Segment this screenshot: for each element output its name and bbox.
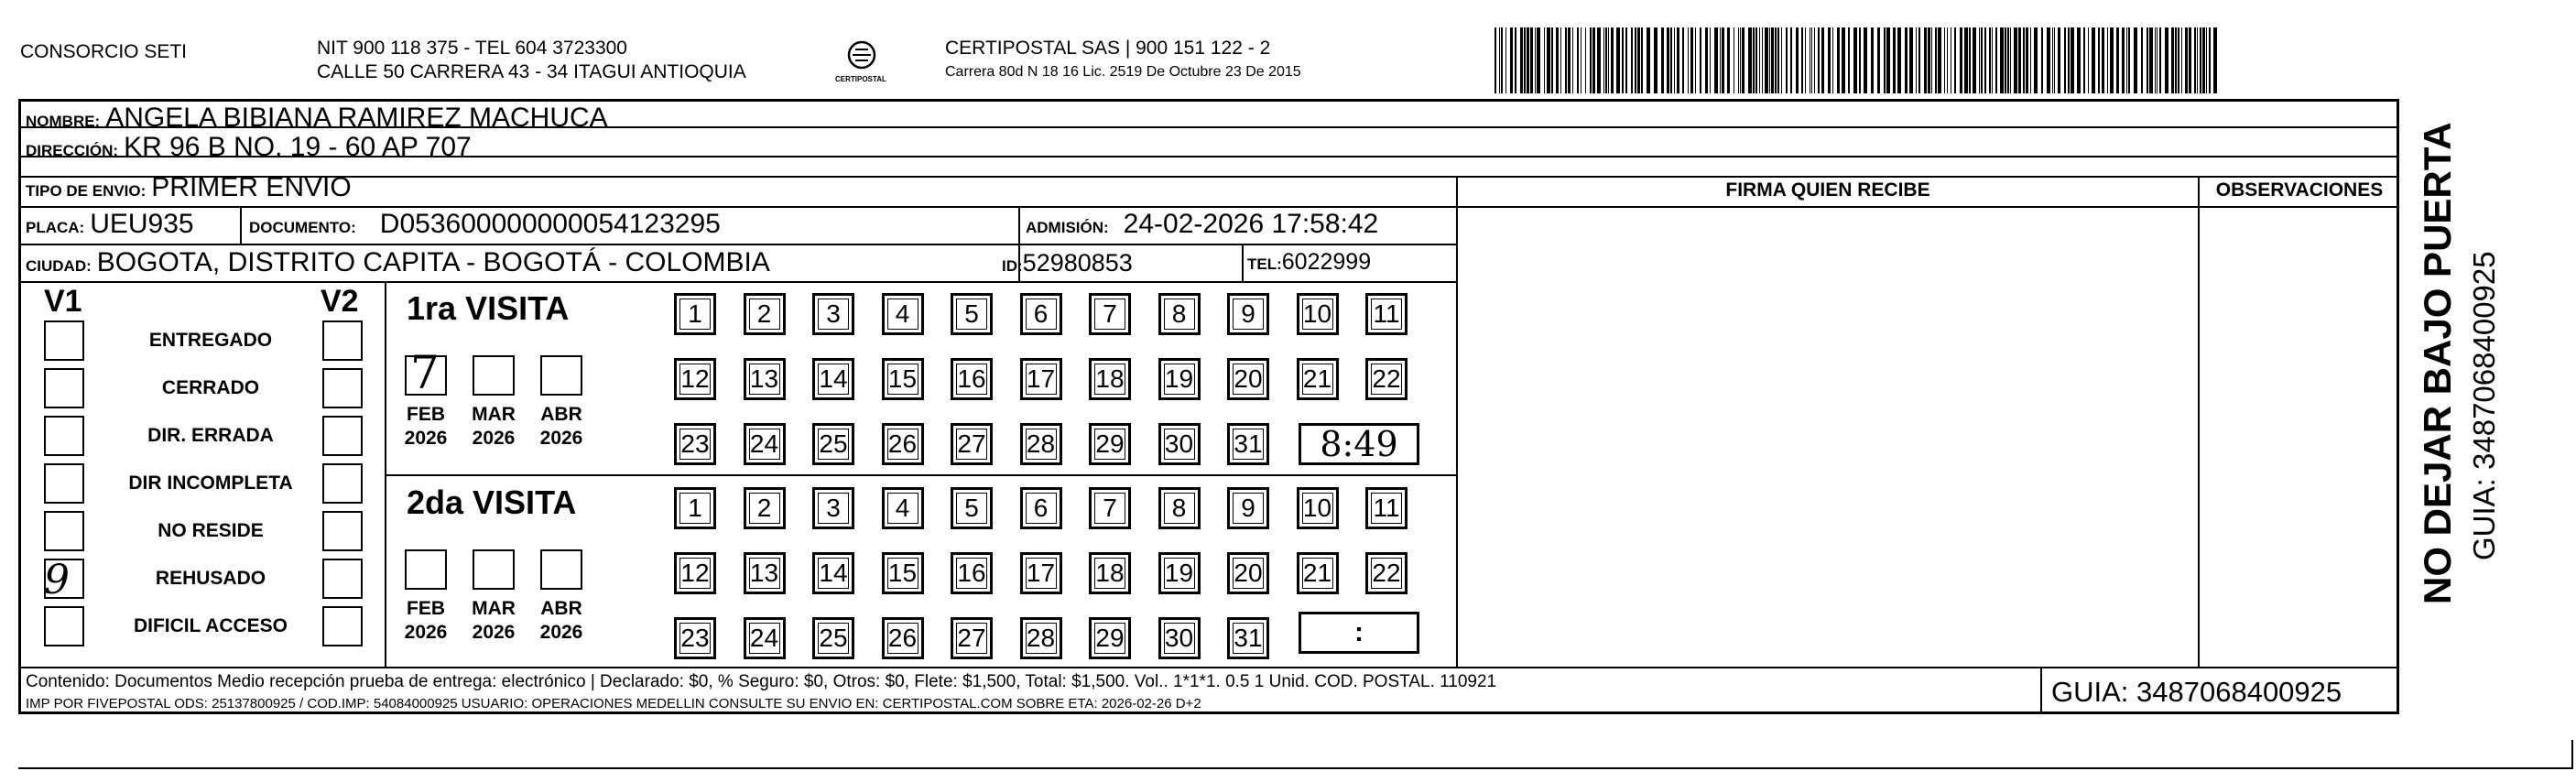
day-box-visit-2[interactable]: 1 [674, 487, 716, 529]
feb-mark: 7 [410, 346, 440, 399]
status-label: ENTREGADO [148, 330, 273, 351]
day-box-visit-2[interactable]: 30 [1158, 617, 1201, 659]
day-box-visit-1[interactable]: 24 [744, 423, 786, 465]
day-box-visit-2[interactable]: 11 [1365, 487, 1408, 529]
id-cell [1002, 249, 1133, 277]
day-box-visit-1[interactable]: 6 [1020, 293, 1062, 335]
month-checkbox-abr[interactable] [540, 549, 582, 590]
v2-checkbox[interactable] [322, 606, 363, 646]
day-box-visit-2[interactable]: 24 [744, 617, 786, 659]
footer-guia: GUIA: 3487068400925 [2051, 676, 2342, 708]
status-label: DIR INCOMPLETA [128, 472, 293, 494]
v1-checkbox[interactable] [44, 416, 84, 456]
v2-checkbox[interactable] [322, 559, 363, 599]
day-box-visit-1[interactable]: 8 [1158, 293, 1201, 335]
month-checkbox-mar[interactable] [473, 549, 515, 590]
month-checkbox-feb[interactable] [405, 549, 447, 590]
day-box-visit-1[interactable]: 10 [1297, 293, 1339, 335]
day-box-visit-2[interactable]: 12 [674, 552, 716, 594]
day-box-visit-2[interactable]: 8 [1158, 487, 1201, 529]
month-name: FEB [407, 598, 445, 619]
placa-cell [26, 209, 194, 240]
company-name: CONSORCIO SETI [20, 41, 188, 62]
month-name: MAR [472, 404, 516, 425]
v1-checkbox[interactable] [44, 511, 84, 551]
day-box-visit-1[interactable]: 27 [951, 423, 993, 465]
day-box-visit-2[interactable]: 29 [1089, 617, 1131, 659]
day-box-visit-1[interactable]: 4 [882, 293, 924, 335]
day-box-visit-1[interactable]: 13 [744, 358, 786, 400]
status-label: CERRADO [161, 377, 260, 398]
address-line: CALLE 50 CARRERA 43 - 34 ITAGUI ANTIOQUIA [317, 61, 746, 82]
tel-cell [1247, 249, 1371, 276]
v1-checkbox[interactable] [44, 463, 84, 504]
day-box-visit-1[interactable]: 17 [1020, 358, 1062, 400]
month-checkbox-mar[interactable] [473, 355, 515, 396]
day-box-visit-1[interactable]: 31 [1227, 423, 1269, 465]
day-box-visit-2[interactable]: 7 [1089, 487, 1131, 529]
month-name: MAR [472, 598, 516, 619]
nit-line: NIT 900 118 375 - TEL 604 3723300 [317, 38, 627, 59]
status-label: DIR. ERRADA [147, 425, 274, 446]
day-box-visit-1[interactable]: 21 [1297, 358, 1339, 400]
day-box-visit-2[interactable]: 14 [812, 552, 854, 594]
tipo-label: TIPO DE ENVIO: [26, 182, 147, 200]
day-box-visit-1[interactable]: 20 [1227, 358, 1269, 400]
documento-value: D053600000000054123295 [379, 209, 721, 239]
day-box-visit-2[interactable]: 19 [1158, 552, 1201, 594]
month-year: 2026 [472, 428, 516, 449]
rehusado-mark: 9 [44, 557, 70, 603]
v2-checkbox[interactable] [322, 511, 363, 551]
firma-header: FIRMA QUIEN RECIBE [1725, 179, 1930, 201]
day-box-visit-2[interactable]: 26 [882, 617, 924, 659]
imp-line: IMP POR FIVEPOSTAL ODS: 25137800925 / COD.IMP: 54084000925 USUARIO: OPERACIONES MEDELLIN CONSULTE SU ENVIO EN: CERTIPOSTAL.COM SOBRE ETA: 2026-02-26 D+2 [26, 696, 1201, 711]
v1-checkbox[interactable] [44, 368, 84, 408]
status-label: DIFICIL ACCESO [133, 615, 288, 636]
placa-label: PLACA: [26, 219, 85, 236]
admision-cell [1026, 209, 1378, 240]
day-box-visit-2[interactable]: 13 [744, 552, 786, 594]
day-box-visit-2[interactable]: 2 [744, 487, 786, 529]
day-box-visit-1[interactable]: 28 [1020, 423, 1062, 465]
month-checkbox-abr[interactable] [540, 355, 582, 396]
day-box-visit-1[interactable]: 7 [1089, 293, 1131, 335]
v2-checkbox[interactable] [322, 368, 363, 408]
day-box-visit-2[interactable]: 31 [1227, 617, 1269, 659]
second-visit-title: 2da VISITA [407, 483, 577, 521]
direccion-label: DIRECCIÓN: [26, 142, 119, 159]
day-box-visit-1[interactable]: 18 [1089, 358, 1131, 400]
documento-cell [249, 209, 721, 240]
day-box-visit-1[interactable]: 22 [1365, 358, 1408, 400]
ciudad-value: BOGOTA, DISTRITO CAPITA - BOGOTÁ - COLOMBIA [96, 247, 770, 277]
documento-label: DOCUMENTO: [249, 219, 356, 236]
day-box-visit-2[interactable]: 18 [1089, 552, 1131, 594]
month-name: FEB [407, 404, 445, 425]
id-label: ID: [1002, 257, 1023, 275]
day-box-visit-1[interactable]: 12 [674, 358, 716, 400]
logo-text: CERTIPOSTAL [835, 75, 886, 83]
day-box-visit-2[interactable]: 28 [1020, 617, 1062, 659]
day-box-visit-2[interactable]: 15 [882, 552, 924, 594]
month-year: 2026 [539, 622, 583, 643]
v2-checkbox[interactable] [322, 416, 363, 456]
day-box-visit-2[interactable]: 3 [812, 487, 854, 529]
v1-checkbox[interactable] [44, 606, 84, 646]
direccion-value: KR 96 B NO. 19 - 60 AP 707 [124, 132, 472, 162]
barcode [1495, 27, 2227, 93]
tipo-row [26, 172, 352, 203]
day-box-visit-1[interactable]: 15 [882, 358, 924, 400]
day-box-visit-2[interactable]: 27 [951, 617, 993, 659]
status-label: NO RESIDE [158, 520, 264, 541]
day-box-visit-1[interactable]: 11 [1365, 293, 1408, 335]
v1-checkbox[interactable] [44, 320, 84, 361]
day-box-visit-2[interactable]: 20 [1227, 552, 1269, 594]
day-box-visit-2[interactable]: 9 [1227, 487, 1269, 529]
v1-label: V1 [44, 284, 82, 319]
admision-label: ADMISIÓN: [1026, 219, 1109, 236]
day-box-visit-1[interactable]: 19 [1158, 358, 1201, 400]
v2-checkbox[interactable] [322, 463, 363, 504]
certipostal-logo [835, 37, 888, 94]
day-box-visit-1[interactable]: 16 [951, 358, 993, 400]
day-box-visit-2[interactable]: 10 [1297, 487, 1339, 529]
ciudad-cell [26, 247, 770, 278]
side-guia: GUIA: 3487068400925 [2467, 251, 2501, 560]
day-box-visit-2[interactable]: 17 [1020, 552, 1062, 594]
time-box-visit-1[interactable]: 8:49 [1299, 423, 1419, 465]
day-box-visit-1[interactable]: 2 [744, 293, 786, 335]
day-box-visit-2[interactable]: 21 [1297, 552, 1339, 594]
placa-value: UEU935 [90, 209, 194, 239]
day-box-visit-1[interactable]: 14 [812, 358, 854, 400]
month-name: ABR [540, 404, 582, 425]
month-year: 2026 [472, 622, 516, 643]
month-name: ABR [540, 598, 582, 619]
day-box-visit-1[interactable]: 1 [674, 293, 716, 335]
day-box-visit-1[interactable]: 26 [882, 423, 924, 465]
day-box-visit-1[interactable]: 25 [812, 423, 854, 465]
day-box-visit-1[interactable]: 9 [1227, 293, 1269, 335]
observaciones-header: OBSERVACIONES [2215, 179, 2384, 201]
day-box-visit-1[interactable]: 3 [812, 293, 854, 335]
tel-value: 6022999 [1281, 249, 1372, 275]
certipostal-line: CERTIPOSTAL SAS | 900 151 122 - 2 [945, 38, 1271, 59]
direccion-row [26, 132, 472, 163]
day-box-visit-2[interactable]: 4 [882, 487, 924, 529]
first-visit-title: 1ra VISITA [407, 289, 570, 327]
v2-label: V2 [321, 284, 359, 319]
day-box-visit-2[interactable]: 23 [674, 617, 716, 659]
ciudad-label: CIUDAD: [26, 257, 92, 275]
day-box-visit-1[interactable]: 30 [1158, 423, 1201, 465]
v2-checkbox[interactable] [322, 320, 363, 361]
day-box-visit-2[interactable]: 25 [812, 617, 854, 659]
day-box-visit-1[interactable]: 23 [674, 423, 716, 465]
month-year: 2026 [539, 428, 583, 449]
contenido-line: Contenido: Documentos Medio recepción prueba de entrega: electrónico | Declarado: $0, % Seguro: $0, Otros: $0, Flete: $1,500, Total: $1,500. Vol.. 1*1*1. 0.5 1 Unid. COD. POSTAL. 110921 [26, 672, 1497, 691]
id-value: 52980853 [1022, 249, 1133, 277]
time-box-visit-2[interactable]: : [1299, 612, 1419, 654]
month-year: 2026 [404, 622, 448, 643]
status-label: REHUSADO [155, 568, 266, 589]
day-box-visit-2[interactable]: 16 [951, 552, 993, 594]
day-box-visit-2[interactable]: 22 [1365, 552, 1408, 594]
day-box-visit-2[interactable]: 5 [951, 487, 993, 529]
day-box-visit-1[interactable]: 5 [951, 293, 993, 335]
admision-value: 24-02-2026 17:58:42 [1123, 209, 1379, 239]
day-box-visit-1[interactable]: 29 [1089, 423, 1131, 465]
nombre-row [26, 103, 608, 134]
nombre-label: NOMBRE: [26, 113, 101, 130]
tipo-value: PRIMER ENVIO [151, 172, 352, 202]
day-box-visit-2[interactable]: 6 [1020, 487, 1062, 529]
no-dejar-notice: NO DEJAR BAJO PUERTA [2416, 122, 2459, 604]
license-line: Carrera 80d N 18 16 Lic. 2519 De Octubre 23 De 2015 [945, 64, 1301, 80]
tel-label: TEL: [1247, 255, 1282, 273]
nombre-value: ANGELA BIBIANA RAMIREZ MACHUCA [105, 103, 608, 133]
month-year: 2026 [404, 428, 448, 449]
